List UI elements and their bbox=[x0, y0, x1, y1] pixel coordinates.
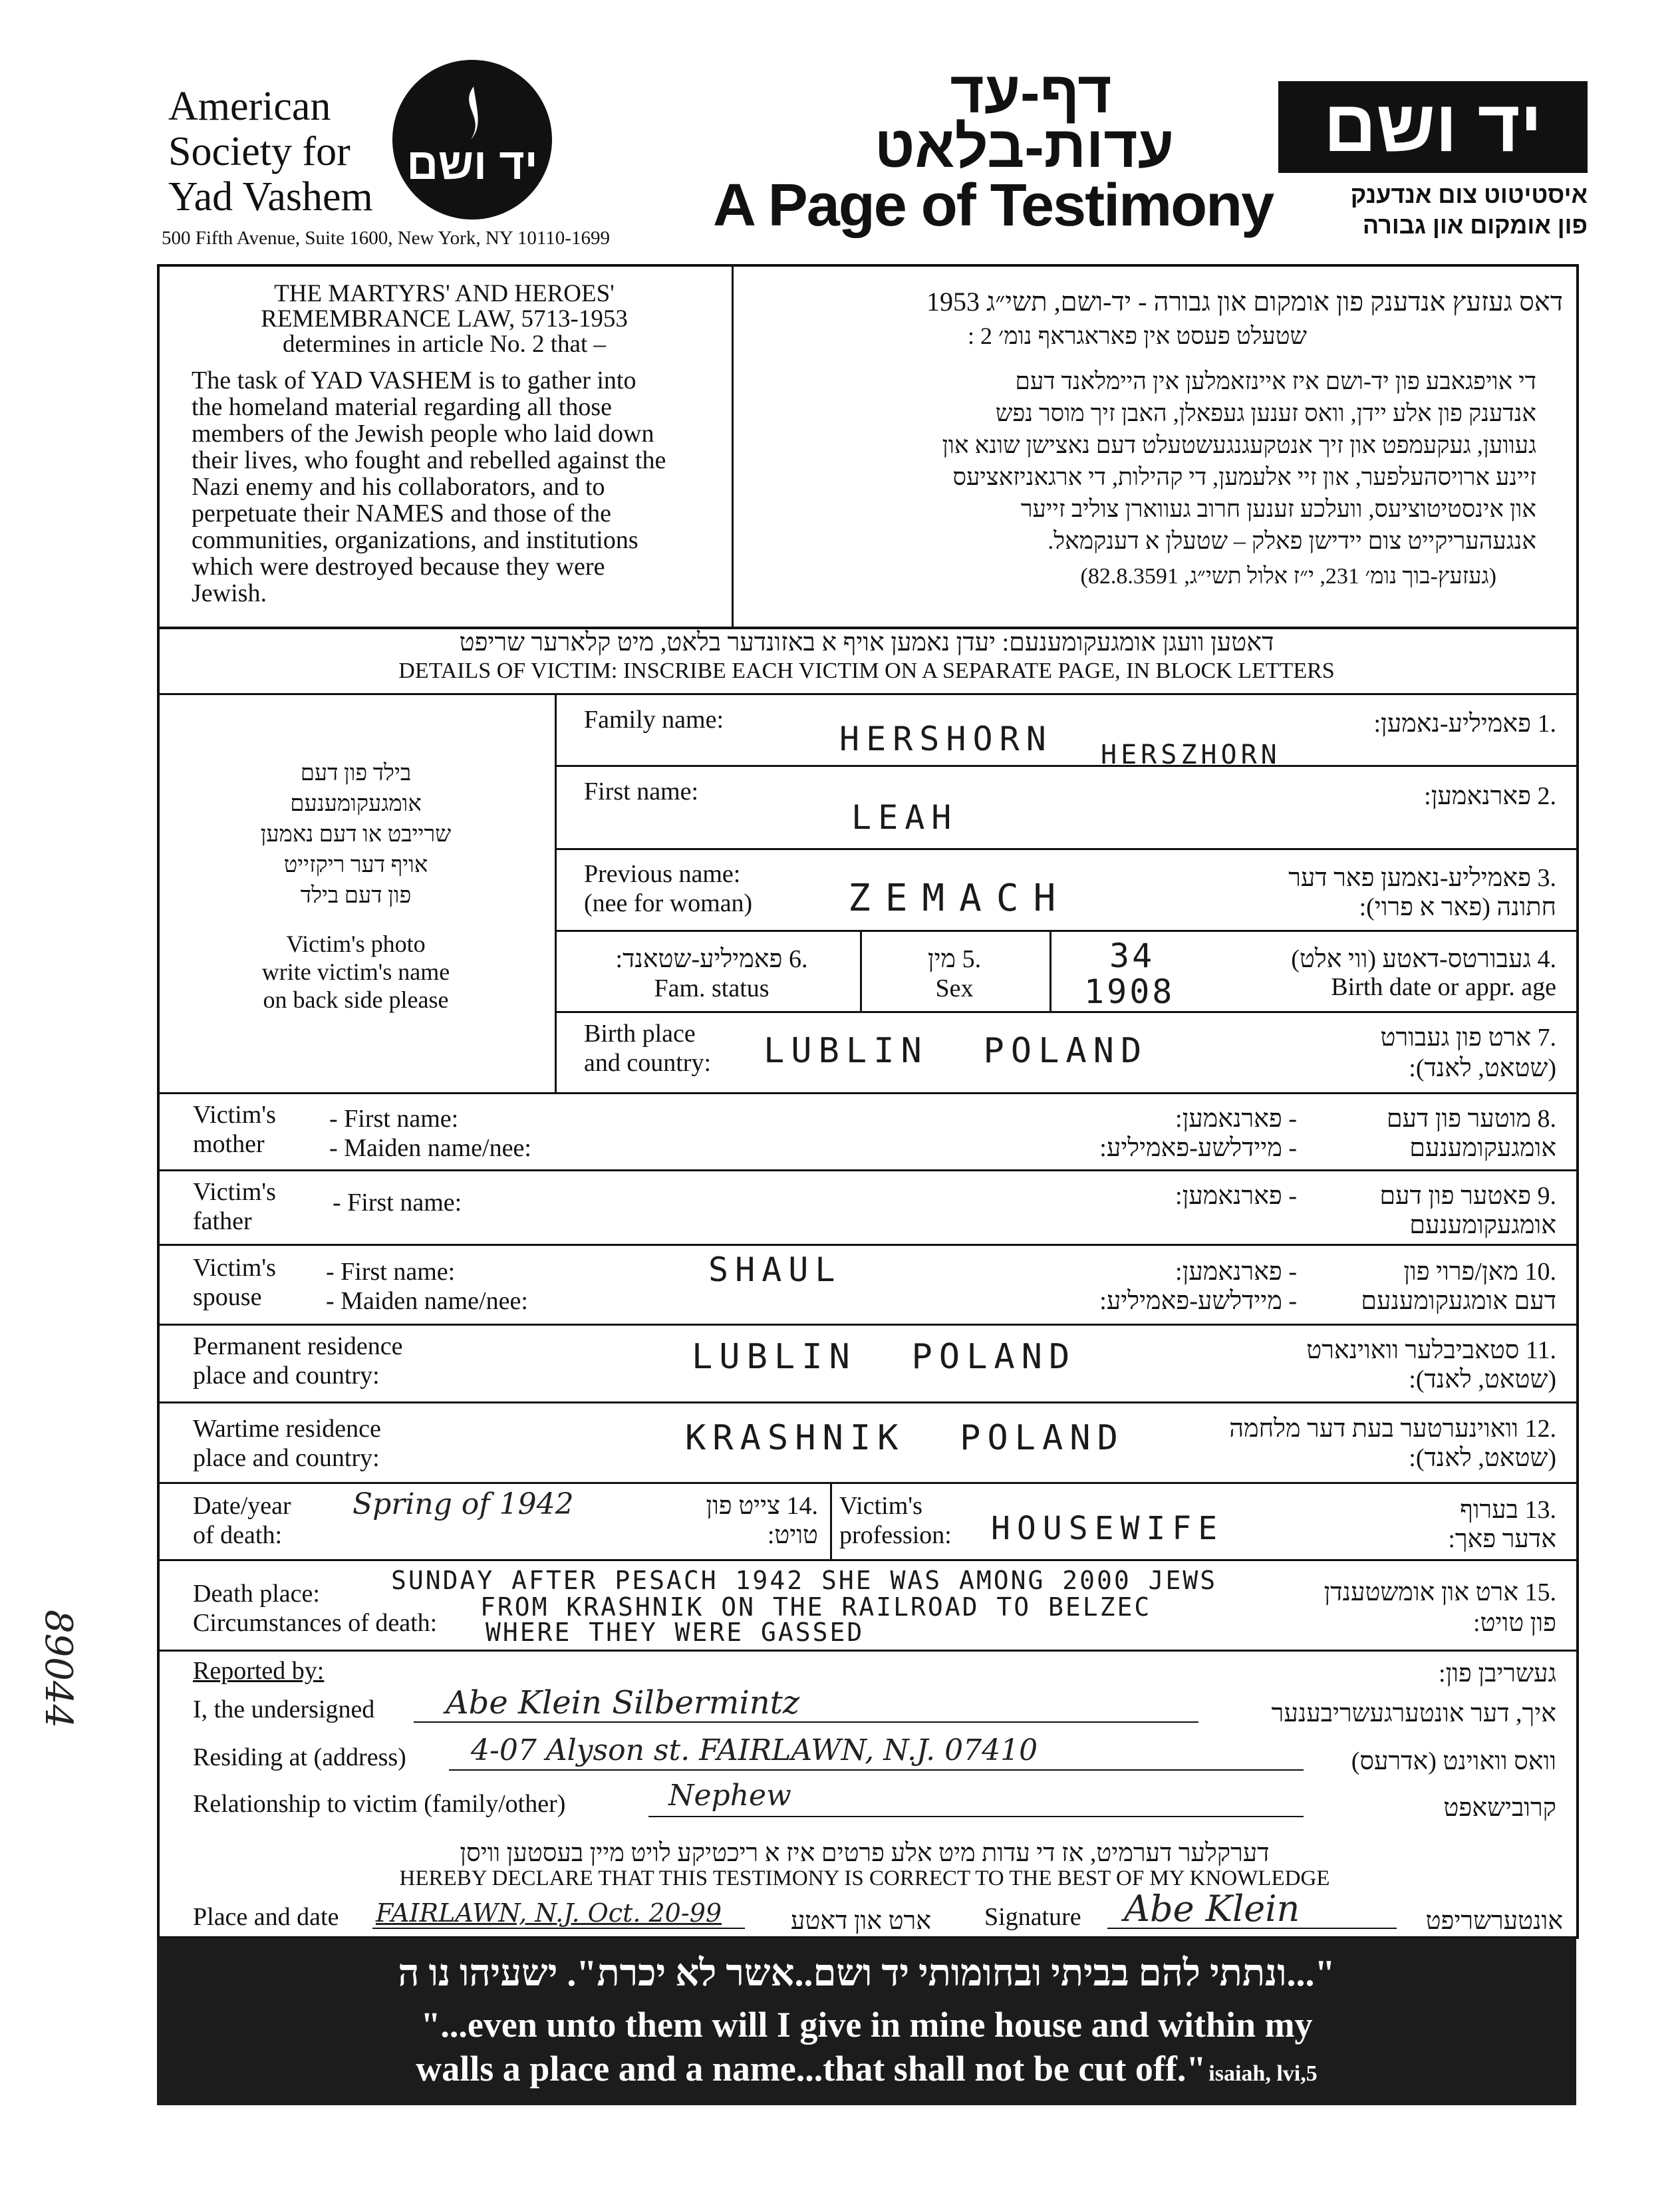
permanent-residence-heb-sublabel: (שטאט, לאנד): bbox=[1409, 1366, 1556, 1393]
law-heb-7: און אינסטיטוציעס, וועלכע זענען חרוב געווארן צוליב זייער bbox=[1020, 496, 1536, 522]
divider bbox=[157, 1092, 1576, 1094]
law-body-1: The task of YAD VASHEM is to gather into bbox=[192, 366, 636, 394]
first-name-label: First name: bbox=[584, 778, 699, 806]
divider bbox=[414, 1721, 1198, 1723]
title-hebrew-2: עדות-בלאט bbox=[874, 114, 1175, 180]
divider bbox=[449, 1769, 1304, 1771]
yad-vashem-logo bbox=[392, 60, 552, 220]
permanent-residence-sublabel: place and country: bbox=[193, 1362, 380, 1390]
mother-first-name-heb: - פארנאמען: bbox=[1175, 1105, 1297, 1133]
first-name-value[interactable]: LEAH bbox=[851, 798, 958, 837]
mother-label: Victim's bbox=[193, 1101, 276, 1129]
father-heb-label: .9 פאטער פון דעם bbox=[1379, 1182, 1556, 1210]
mother-maiden-name-label: - Maiden name/nee: bbox=[329, 1134, 531, 1162]
divider bbox=[157, 1169, 1576, 1171]
spouse-maiden-name-label: - Maiden name/nee: bbox=[326, 1287, 528, 1315]
divider bbox=[555, 930, 1576, 932]
spouse-sublabel: spouse bbox=[193, 1283, 262, 1311]
birth-place-value[interactable]: LUBLIN POLAND bbox=[764, 1031, 1149, 1071]
death-place-sublabel: Circumstances of death: bbox=[193, 1609, 438, 1637]
permanent-residence-label: Permanent residence bbox=[193, 1332, 403, 1360]
undersigned-label: I, the undersigned bbox=[193, 1695, 375, 1723]
divider bbox=[830, 1484, 832, 1559]
death-date-heb-label: .14 צייט פון bbox=[706, 1492, 818, 1520]
title-hebrew-1: דף-עד bbox=[950, 59, 1112, 125]
photo-heb-4: אויף דער ריקזייט bbox=[283, 853, 428, 877]
family-name-value-alt[interactable]: HERSZHORN bbox=[1101, 740, 1281, 770]
law-title-2: REMEMBRANCE LAW, 5713-1953 bbox=[261, 305, 628, 333]
photo-en-1: Victim's photo bbox=[286, 931, 426, 957]
death-date-label: Date/year bbox=[193, 1492, 291, 1520]
law-heb-1: דאס געזעץ אנדענק פון אומקום און גבורה - יד-ושם, תשי״ג 1953 bbox=[926, 287, 1563, 317]
law-body-9: Jewish. bbox=[192, 579, 267, 607]
death-place-value-line1[interactable]: SUNDAY AFTER PESACH 1942 SHE WAS AMONG 2000 JEWS bbox=[391, 1566, 1218, 1595]
footer-quote-reference: isaiah, lvi,5 bbox=[1208, 2061, 1318, 2086]
birth-place-label: Birth place bbox=[584, 1020, 696, 1048]
footer-quote-hebrew: "...ונתתי להם בביתי ובחומותי יד ושם..אשר לא יכרת". ישעיהו נו ה bbox=[398, 1953, 1335, 1994]
law-heb-4: אנדענק פון אלע יידן, וואס זענען געפאלן, האבן זיך מוסר נפש bbox=[995, 400, 1536, 426]
death-place-heb-label: .15 ארט און אומשטענדן bbox=[1324, 1578, 1556, 1606]
relationship-value[interactable]: Nephew bbox=[668, 1779, 791, 1813]
divider bbox=[157, 1244, 1576, 1246]
law-body-8: which were destroyed because they were bbox=[192, 553, 605, 581]
mother-maiden-name-heb: - מיידלשע-פאמיליע: bbox=[1099, 1134, 1297, 1162]
yad-vashem-box bbox=[1278, 81, 1588, 173]
previous-name-label: Previous name: bbox=[584, 860, 741, 888]
divider bbox=[555, 765, 1576, 767]
footer-banner bbox=[157, 1938, 1576, 2105]
mother-heb-label: .8 מוטער פון דעם bbox=[1386, 1105, 1556, 1133]
spouse-first-name-heb: - פארנאמען: bbox=[1175, 1258, 1297, 1286]
death-place-heb-sublabel: פון טויט: bbox=[1473, 1609, 1556, 1637]
photo-heb-2: אומגעקומענעם bbox=[290, 792, 422, 816]
divider bbox=[555, 693, 557, 1092]
fam-status-heb-label: .6 פאמיליע-שטאנד: bbox=[615, 945, 808, 973]
divider bbox=[157, 1482, 1576, 1484]
death-date-value[interactable]: Spring of 1942 bbox=[352, 1487, 574, 1521]
profession-label: Victim's bbox=[839, 1492, 922, 1520]
previous-name-value[interactable]: ZEMACH bbox=[848, 877, 1071, 920]
sex-label: Sex bbox=[935, 974, 974, 1002]
mother-heb-sublabel: אומגעקומענעם bbox=[1409, 1134, 1556, 1162]
place-date-label: Place and date bbox=[193, 1903, 339, 1931]
death-place-value-line3[interactable]: WHERE THEY WERE GASSED bbox=[486, 1618, 865, 1647]
org-name-line3: Yad Vashem bbox=[168, 174, 373, 220]
law-heb-6: זיינע ארויסהעלפער, און זיי אלעמען, די קהילות, די ארגאניזאציעס bbox=[952, 464, 1536, 490]
spouse-first-name-value[interactable]: SHAUL bbox=[708, 1250, 842, 1289]
victim-header-hebrew: דאטען וועגן אומגעקומענעם: יעדן נאמען אויף א באזונדער בלאט, מיט קלארער שריפט bbox=[459, 629, 1274, 657]
photo-heb-5: פון דעם בילד bbox=[300, 883, 412, 908]
org-name-line2: Society for bbox=[168, 129, 350, 174]
residing-label: Residing at (address) bbox=[193, 1743, 406, 1771]
sex-heb-label: .5 מין bbox=[927, 945, 982, 973]
death-place-value-line2[interactable]: FROM KRASHNIK ON THE RAILROAD TO BELZEC bbox=[480, 1592, 1152, 1622]
undersigned-heb: איך, דער אונטערגעשריבענער bbox=[1271, 1699, 1556, 1727]
permanent-residence-value[interactable]: LUBLIN POLAND bbox=[692, 1337, 1077, 1377]
wartime-residence-sublabel: place and country: bbox=[193, 1444, 380, 1472]
signature-label: Signature bbox=[984, 1903, 1081, 1931]
first-name-heb-label: .2 פארנאמען: bbox=[1424, 782, 1556, 810]
previous-name-sublabel: (nee for woman) bbox=[584, 889, 753, 917]
footer-quote-english-2: walls a place and a name...that shall not be cut off." bbox=[416, 2049, 1206, 2089]
divider bbox=[1050, 932, 1051, 1011]
profession-sublabel: profession: bbox=[839, 1521, 952, 1549]
birth-date-label: Birth date or appr. age bbox=[1331, 973, 1556, 1001]
org-address: 500 Fifth Avenue, Suite 1600, New York, NY 10110-1699 bbox=[162, 227, 610, 249]
title-english: A Page of Testimony bbox=[713, 172, 1274, 239]
law-body-4: their lives, who fought and rebelled against the bbox=[192, 446, 666, 474]
undersigned-value[interactable]: Abe Klein Silbermintz bbox=[446, 1684, 800, 1721]
divider bbox=[157, 1650, 1576, 1652]
mother-sublabel: mother bbox=[193, 1130, 265, 1158]
law-heb-5: געווען, געקעמפט און זיך אנטקעגנגעשטעלט דעם נאצישן שונא און bbox=[942, 432, 1536, 458]
birth-year-value[interactable]: 1908 bbox=[1084, 972, 1175, 1011]
mother-first-name-label: - First name: bbox=[329, 1105, 459, 1133]
birth-date-heb-label: .4 געבורטס-דאטע (ווי אלט) bbox=[1291, 945, 1556, 973]
spouse-first-name-label: - First name: bbox=[326, 1258, 456, 1286]
family-name-label: Family name: bbox=[584, 706, 724, 734]
footer-quote-english-1: "...even unto them will I give in mine house and within my bbox=[420, 2005, 1313, 2045]
previous-name-heb-label: .3 פאמיליע-נאמען פאר דער bbox=[1288, 864, 1556, 892]
declaration-en: HEREBY DECLARE THAT THIS TESTIMONY IS CORRECT TO THE BEST OF MY KNOWLEDGE bbox=[399, 1866, 1330, 1890]
photo-heb-1: בילד פון דעם bbox=[300, 761, 412, 786]
family-name-value[interactable]: HERSHORN bbox=[839, 720, 1053, 758]
reported-by-heb: געשריבן פון: bbox=[1439, 1660, 1556, 1687]
law-heb-2: שטעלט פעסט אין פאראגראף נומ׳ 2 : bbox=[967, 323, 1308, 349]
law-body-2: the homeland material regarding all those bbox=[192, 393, 613, 421]
photo-heb-3: שרייבט או דעם נאמען bbox=[260, 822, 452, 847]
spouse-maiden-name-heb: - מיידלשע-פאמיליע: bbox=[1099, 1287, 1297, 1315]
profession-heb-label: .13 בערוף bbox=[1460, 1496, 1556, 1524]
victim-header-english: DETAILS OF VICTIM: INSCRIBE EACH VICTIM ON A SEPARATE PAGE, IN BLOCK LETTERS bbox=[398, 659, 1335, 683]
divider bbox=[555, 1011, 1576, 1013]
wartime-residence-heb-sublabel: (שטאט, לאנד): bbox=[1409, 1444, 1556, 1472]
wartime-residence-label: Wartime residence bbox=[193, 1415, 381, 1443]
divider bbox=[860, 932, 862, 1011]
law-body-3: members of the Jewish people who laid down bbox=[192, 420, 654, 448]
org-name-line1: American bbox=[168, 84, 331, 129]
residing-value[interactable]: 4-07 Alyson st. FAIRLAWN, N.J. 07410 bbox=[471, 1733, 1038, 1767]
reported-by-label: Reported by: bbox=[193, 1657, 325, 1685]
law-body-6: perpetuate their NAMES and those of the bbox=[192, 500, 612, 527]
footer-quote-english-2-row bbox=[157, 2048, 1576, 2089]
place-date-value[interactable]: FAIRLAWN, N.J. Oct. 20-99 bbox=[376, 1898, 722, 1928]
spouse-heb-sublabel: דעם אומגעקומענעם bbox=[1361, 1287, 1556, 1315]
birth-place-heb-sublabel: (שטאט, לאנד): bbox=[1409, 1054, 1556, 1082]
wartime-residence-value[interactable]: KRASHNIK POLAND bbox=[685, 1418, 1125, 1458]
margin-record-number: 89044 bbox=[37, 1610, 80, 1729]
death-place-label: Death place: bbox=[193, 1580, 320, 1608]
residing-heb: וואס וואוינט (אדרעס) bbox=[1351, 1747, 1556, 1775]
father-label: Victim's bbox=[193, 1178, 276, 1206]
death-date-heb-sublabel: טויט: bbox=[767, 1521, 818, 1549]
signature-value[interactable]: Abe Klein bbox=[1124, 1888, 1300, 1930]
father-first-name-heb: - פארנאמען: bbox=[1175, 1182, 1297, 1210]
father-sublabel: father bbox=[193, 1207, 252, 1235]
law-title-3: determines in article No. 2 that – bbox=[283, 331, 606, 358]
family-name-heb-label: .1 פאמיליע-נאמען: bbox=[1373, 710, 1556, 738]
law-title-1: THE MARTYRS' AND HEROES' bbox=[274, 280, 615, 307]
birth-age-value[interactable]: 34 bbox=[1109, 937, 1155, 975]
declaration-heb: דערקלער דערמיט, אז די עדות מיט אלע פרטים איז א ריכטיקע לויט מיין בעסטען וויסן bbox=[460, 1839, 1270, 1867]
relationship-label: Relationship to victim (family/other) bbox=[193, 1790, 566, 1818]
fam-status-label: Fam. status bbox=[654, 974, 770, 1002]
photo-en-2: write victim's name bbox=[261, 958, 450, 985]
divider bbox=[157, 1559, 1576, 1561]
place-date-heb: ארט און דאטע bbox=[790, 1907, 931, 1935]
divider bbox=[555, 848, 1576, 850]
divider bbox=[157, 1401, 1576, 1403]
wartime-residence-heb-label: .12 וואוינערטער בעת דער מלחמה bbox=[1229, 1415, 1556, 1443]
divider bbox=[372, 1928, 745, 1929]
previous-name-heb-sublabel: חתונה (פאר א פרוי): bbox=[1359, 893, 1556, 921]
yad-vashem-sub2: פון אומקום און גבורה bbox=[1362, 212, 1588, 239]
law-heb-9: (געזעץ-בוך נומ׳ 231, י״ז אלול תשי״ג, 82.8.3591) bbox=[1080, 564, 1496, 589]
divider bbox=[648, 1816, 1304, 1817]
divider bbox=[157, 693, 1576, 695]
photo-en-3: on back side please bbox=[263, 986, 449, 1013]
yad-vashem-box-text: יד ושם bbox=[1324, 85, 1542, 167]
birth-place-sublabel: and country: bbox=[584, 1049, 712, 1077]
profession-heb-sublabel: אדער פאך: bbox=[1448, 1525, 1556, 1553]
spouse-label: Victim's bbox=[193, 1254, 276, 1282]
birth-place-heb-label: .7 ארט פון געבורט bbox=[1380, 1024, 1556, 1052]
law-heb-3: די אויפגאבע פון יד-ושם איז איינזאמלען אין היימלאנד דעם bbox=[1015, 368, 1536, 394]
spouse-heb-label: .10 מאן/פרוי פון bbox=[1403, 1258, 1556, 1286]
logo-text: יד ושם bbox=[406, 139, 538, 188]
permanent-residence-heb-label: .11 סטאביבלער וואוינארט bbox=[1306, 1336, 1556, 1364]
divider bbox=[732, 264, 734, 627]
divider bbox=[157, 1324, 1576, 1326]
father-first-name-label: - First name: bbox=[333, 1189, 462, 1217]
law-body-7: communities, organizations, and institutions bbox=[192, 526, 638, 554]
yad-vashem-sub1: איסטיטוט צום אנדענק bbox=[1350, 181, 1588, 208]
relationship-heb: קרובישאפט bbox=[1443, 1794, 1556, 1822]
death-date-sublabel: of death: bbox=[193, 1521, 283, 1549]
law-heb-8: אנגעהעריקייט צום יידישן פאלק – שטעלן א דענקמאל. bbox=[1048, 527, 1536, 554]
profession-value[interactable]: HOUSEWIFE bbox=[991, 1510, 1224, 1547]
law-body-5: Nazi enemy and his collaborators, and to bbox=[192, 473, 605, 501]
signature-heb: אונטערשריפט bbox=[1425, 1907, 1563, 1935]
father-heb-sublabel: אומגעקומענעם bbox=[1409, 1211, 1556, 1239]
